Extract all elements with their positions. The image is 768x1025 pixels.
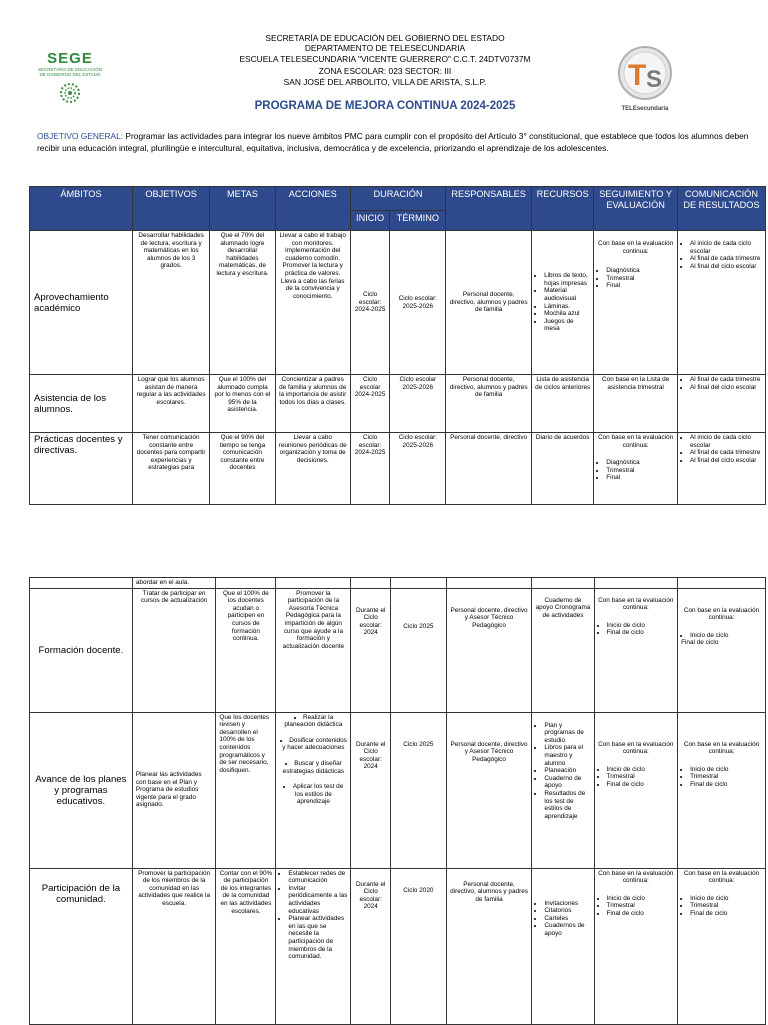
- meta-cell: Que el 90% del tiempo se tenga comunicación constante entre docentes: [210, 433, 275, 505]
- list-item: • Dosificar contenidos y hacer adecuaciones: [279, 737, 347, 752]
- acciones-cell: Promover la participación de la Asesoría Técnica Pedagógica para la impartición de algún curso que ayude a la formación y actualización docente: [276, 588, 351, 712]
- sege-logo: [30, 50, 110, 108]
- header-line-5: SAN JOSÉ DEL ARBOLITO, VILLA DE ARISTA, S.L.P.: [283, 77, 487, 87]
- termino-cell: Ciclo escolar: 2025-2026: [390, 433, 446, 505]
- comunicacion-extra: Final de ciclo: [681, 639, 719, 647]
- meta-cell: Que el 100% de los docentes acudan o participen en cursos de formación continua.: [216, 588, 276, 712]
- responsables-cell: Personal docente, directivo, alumnos y padres de familia: [446, 375, 532, 433]
- table-row: [30, 588, 766, 712]
- list-item: • Al final de cada trimestre: [690, 376, 762, 384]
- comunicacion-cell: [677, 433, 765, 505]
- seguimiento-intro: Con base en la evaluación continua:: [598, 869, 674, 885]
- sege-logo-title: SEGE: [47, 50, 93, 67]
- header-ambitos: ÁMBITOS: [30, 187, 133, 231]
- header-acciones: ACCIONES: [275, 187, 350, 231]
- header-comunicacion: COMUNICACIÓN DE RESULTADOS: [677, 187, 765, 231]
- comunicacion-intro: Con base en la evaluación continua:: [683, 740, 760, 756]
- list-item: • Inicio de ciclo: [690, 632, 762, 640]
- ambito-cell: Formación docente.: [30, 588, 133, 712]
- header-line-3: ESCUELA TELESECUNDARIA "VICENTE GUERRERO" C.C.T. 24DTV0737M: [239, 54, 531, 64]
- table-row: [30, 433, 766, 505]
- ambito-cell: Prácticas docentes y directivas.: [30, 433, 133, 505]
- table-row: [30, 231, 766, 375]
- table-row: [30, 712, 766, 868]
- acciones-cell: Llevar a cabo reuniones periódicas de organización y toma de decisiones.: [275, 433, 350, 505]
- recursos-cell: Diario de acuerdos: [532, 433, 594, 505]
- meta-cell: Que el 70% del alumnado logre desarrollar habilidades matemáticas, de lectura y escritura.: [210, 231, 275, 375]
- list-item: • Inicio de ciclo: [690, 895, 762, 903]
- inicio-cell: Durante el Ciclo escolar: 2024: [351, 868, 391, 1024]
- list-item: • Al final del ciclo escolar: [690, 263, 762, 271]
- list-item: • Trimestral: [690, 773, 762, 781]
- list-item: • Final de ciclo: [607, 910, 675, 918]
- list-item: • Plan y programas de estudio: [544, 722, 590, 745]
- inicio-cell: Ciclo escolar: 2024-2025: [350, 231, 390, 375]
- seguimiento-cell: [594, 868, 678, 1024]
- pmc-table-part-1: [29, 186, 766, 505]
- list-item: • Cuaderno de apoyo: [544, 775, 590, 790]
- recursos-cell: [532, 712, 594, 868]
- objetivo-cell: Planear las actividades con base en el Plan y Programa de estudios vigente para el grado asignado.: [132, 712, 216, 868]
- list-item: • Planeación: [544, 767, 590, 775]
- header-inicio: INICIO: [350, 211, 390, 231]
- list-item: • Final de ciclo: [690, 910, 762, 918]
- pmc-table-part-2: [29, 577, 766, 1025]
- table-row: [30, 578, 766, 589]
- list-item: • Final de ciclo: [607, 781, 675, 789]
- list-item: • Inicio de ciclo: [690, 766, 762, 774]
- inicio-cell: Durante el Ciclo escolar: 2024: [351, 588, 391, 712]
- recursos-cell: Lista de asistencia de ciclos anteriores: [532, 375, 594, 433]
- recursos-cell: Cuaderno de apoyo Cronograma de actividades: [532, 588, 594, 712]
- sege-logo-icon: [30, 77, 110, 107]
- list-item: • Láminas.: [544, 303, 590, 311]
- list-item: • Aplicar los test de los estilos de aprendizaje: [279, 783, 347, 806]
- header-line-2: DEPARTAMENTO DE TELESECUNDARIA: [304, 43, 466, 53]
- telesecundaria-logo: [610, 45, 680, 110]
- list-item: • Libros para el maestro y alumno: [544, 744, 590, 767]
- list-item: • Diagnóstica: [606, 459, 674, 467]
- list-item: • Final de ciclo: [607, 629, 675, 637]
- list-item: • Trimestral: [606, 467, 674, 475]
- responsables-cell: Personal docente, directivo, alumnos y padres de familia: [446, 231, 532, 375]
- termino-cell: Ciclo 2020: [391, 868, 447, 1024]
- program-title: PROGRAMA DE MEJORA CONTINUA 2024-2025: [254, 100, 516, 112]
- list-item: • Al final del ciclo escolar: [690, 384, 762, 392]
- recursos-cell: [532, 231, 594, 375]
- list-item: • Buscar y diseñar estrategias didácticas: [279, 760, 347, 775]
- svg-text:T: T: [628, 59, 647, 92]
- comunicacion-cell: [678, 712, 766, 868]
- acciones-cell: Concientizar a padres de familia y alumnos de la importancia de asistir todos los días a clases.: [275, 375, 350, 433]
- list-item: • Al final de cada trimestre: [690, 255, 762, 263]
- list-item: • Libros de texto, hojas impresas: [544, 272, 590, 287]
- objetivo-cell: Tratar de participar en cursos de actualización: [132, 588, 216, 712]
- objective-label: OBJETIVO GENERAL:: [37, 131, 124, 141]
- table-row: [30, 375, 766, 433]
- objective-text: Programar las actividades para integrar los nueve ámbitos PMC para cumplir con el propósito del Artículo 3° constitucional, que establece que todos los alumnos deben recibir una educación integral, plurilingüe e intercultural, equitativa, inclusiva, democrática y de excelencia, priorizando el aprendizaje de los adolescentes.: [37, 131, 749, 153]
- list-item: • Inicio de ciclo: [607, 622, 675, 630]
- sege-logo-subtitle-2: DE GOBIERNO DEL ESTADO: [39, 72, 101, 77]
- list-item: • Trimestral: [606, 275, 674, 283]
- table-row: [30, 868, 766, 1024]
- seguimiento-cell: [594, 588, 678, 712]
- svg-text:S: S: [646, 66, 663, 93]
- seguimiento-intro: Con base en la evaluación continua:: [598, 596, 674, 612]
- acciones-cell: [276, 712, 351, 868]
- responsables-cell: Personal docente, directivo y Asesor Técnico Pedagógico: [446, 712, 532, 868]
- list-item: • Citatorios: [544, 907, 590, 915]
- header-metas: METAS: [210, 187, 275, 231]
- objective-paragraph: [37, 130, 767, 154]
- list-item: • Planear actividades en las que se necesite la participación de miembros de la comunidad.: [288, 915, 347, 961]
- list-item: • Al final del ciclo escolar: [690, 457, 762, 465]
- list-item: • Invitar periódicamente a las actividades educativas: [288, 885, 347, 915]
- list-item: • Realizar la planeación didáctica: [279, 714, 347, 729]
- meta-cell: Contar con el 90% de participación de los integrantes de la comunidad en las actividades escolares.: [216, 868, 276, 1024]
- seguimiento-intro: Con base en la evaluación continua:: [597, 240, 674, 255]
- ambito-cell: Participación de la comunidad.: [30, 868, 133, 1024]
- objetivo-cell: Tener comunicación constante entre docentes para compartir experiencias y estrategias para: [132, 433, 209, 505]
- ambito-cell: Avance de los planes y programas educativos.: [30, 712, 133, 868]
- list-item: • Cuadernos de apoyo: [544, 922, 590, 937]
- list-item: • Al inicio de cada ciclo escolar: [690, 240, 762, 255]
- seguimiento-cell: [594, 433, 678, 505]
- list-item: • Trimestral: [690, 902, 762, 910]
- list-item: • Mochila azul: [544, 310, 590, 318]
- termino-cell: Ciclo 2025: [391, 588, 447, 712]
- seguimiento-cell: [594, 712, 678, 868]
- header-termino: TÉRMINO: [390, 211, 446, 231]
- acciones-cell: Llevar a cabo el trabajo con monitores. Implementación del cuaderno comodín. Promover la lectura y práctica de valores. Lleva a cabo las ferias de la convivencia y conocimiento.: [275, 231, 350, 375]
- header-seguimiento: SEGUIMIENTO Y EVALUACIÓN: [594, 187, 678, 231]
- ambito-cell: Aprovechamiento académico: [30, 231, 133, 375]
- list-item: • Inicio de ciclo: [607, 895, 675, 903]
- list-item: • Al final de cada trimestre: [690, 449, 762, 457]
- list-item: • Final: [606, 474, 674, 482]
- seguimiento-cell: [594, 231, 678, 375]
- list-item: • Carteles: [544, 915, 590, 923]
- list-item: • Establecer redes de comunicación: [288, 870, 347, 885]
- responsables-cell: Personal docente, directivo y Asesor Técnico Pedagógico: [446, 588, 532, 712]
- telesecundaria-logo-icon: [610, 45, 680, 101]
- comunicacion-cell: [678, 868, 766, 1024]
- responsables-cell: Personal docente, directivo: [446, 433, 532, 505]
- comunicacion-cell: [677, 375, 765, 433]
- objetivo-cell: Lograr que los alumnos asistan de manera regular a las actividades escolares.: [132, 375, 209, 433]
- meta-cell: Que el 100% del alumnado cumpla por lo menos con el 95% de la asistencia.: [210, 375, 275, 433]
- list-item: • Juegos de mesa: [544, 318, 590, 333]
- list-item: • Material audiovisual: [544, 287, 590, 302]
- list-item: • Al inicio de cada ciclo escolar: [690, 434, 762, 449]
- responsables-cell: Personal docente, directivo, alumnos y padres de familia: [446, 868, 532, 1024]
- ambito-cell: Asistencia de los alumnos.: [30, 375, 133, 433]
- comunicacion-cell: [678, 588, 766, 712]
- inicio-cell: Ciclo escolar 2024-2025: [350, 375, 390, 433]
- objetivo-cell: Desarrollar habilidades de lectura, escritura y matemáticas en los alumnos de los 3 grados.: [132, 231, 209, 375]
- list-item: • Final de ciclo: [690, 781, 762, 789]
- header-objetivos: OBJETIVOS: [132, 187, 209, 231]
- seguimiento-intro: Con base en la evaluación continua:: [597, 434, 674, 449]
- sege-logo-subtitle: SECRETARÍA DE EDUCACIÓN: [38, 67, 102, 72]
- telesecundaria-logo-label: TELEsecundaria: [621, 106, 669, 112]
- seguimiento-cell: Con base en la Lista de asistencia trimestral: [594, 375, 678, 433]
- list-item: • Resultados de los test de estilos de aprendizaje: [544, 790, 590, 820]
- list-item: • Diagnóstica: [606, 267, 674, 275]
- meta-cell: Que los docentes revisen y desarrollen el 100% de los contenidos programáticos y de ser necesario, dosifiquen.: [216, 712, 276, 868]
- list-item: • Final: [606, 282, 674, 290]
- list-item: • Inicio de ciclo: [607, 766, 675, 774]
- inicio-cell: Durante el Ciclo escolar: 2024: [351, 712, 391, 868]
- header-line-4: ZONA ESCOLAR: 023 SECTOR: III: [318, 66, 452, 76]
- comunicacion-intro: Con base en la evaluación continua:: [683, 606, 760, 622]
- header-recursos: RECURSOS: [532, 187, 594, 231]
- termino-cell: Ciclo escolar 2025-2026: [390, 375, 446, 433]
- recursos-cell: [532, 868, 594, 1024]
- comunicacion-intro: Con base en la evaluación continua:: [683, 869, 760, 885]
- objetivo-cell: Promover la participación de los miembros de la comunidad en las actividades que realice la escuela.: [132, 868, 216, 1024]
- termino-cell: Ciclo 2025: [391, 712, 447, 868]
- continuation-cell: abordar en el aula.: [132, 578, 216, 589]
- termino-cell: Ciclo escolar: 2025-2026: [390, 231, 446, 375]
- list-item: • Trimestral: [607, 902, 675, 910]
- header-responsables: RESPONSABLES: [446, 187, 532, 231]
- header-line-1: SECRETARÍA DE EDUCACIÓN DEL GOBIERNO DEL ESTADO: [265, 33, 505, 43]
- header-duracion: DURACIÓN: [350, 187, 445, 211]
- list-item: • Trimestral: [607, 773, 675, 781]
- comunicacion-cell: [677, 231, 765, 375]
- inicio-cell: Ciclo escolar: 2024-2025: [350, 433, 390, 505]
- acciones-cell: [276, 868, 351, 1024]
- seguimiento-intro: Con base en la evaluación continua:: [598, 740, 674, 756]
- list-item: • Invitaciones: [544, 900, 590, 908]
